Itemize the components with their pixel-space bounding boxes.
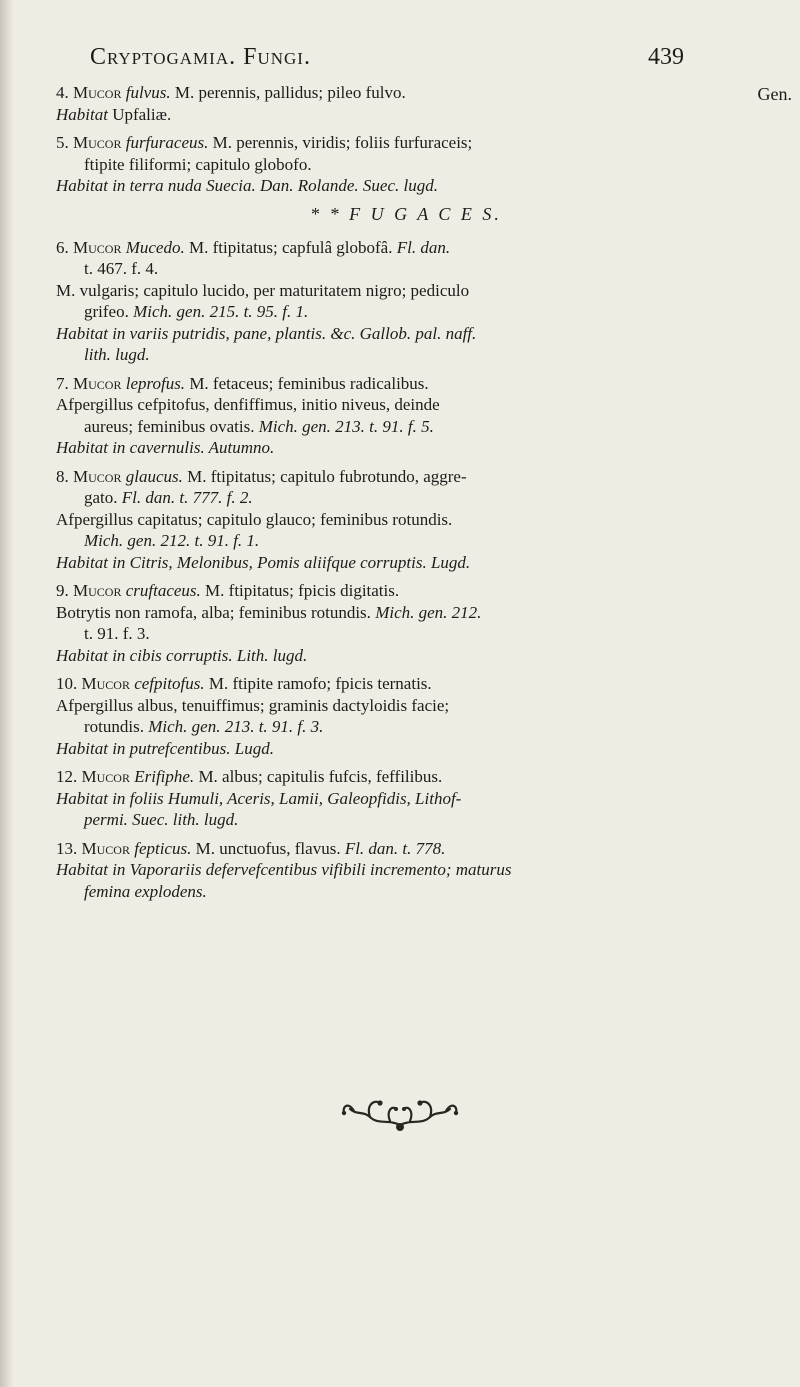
- entry-5: [56, 132, 756, 197]
- genus-name: Mucor: [73, 466, 122, 486]
- habitat-line: Habitat in terra nuda Suecia. Dan. Rolande. Suec. lugd.: [56, 176, 438, 195]
- species-name: glaucus.: [125, 466, 183, 486]
- habitat-line: Habitat in cibis corruptis. Lith. lugd.: [56, 645, 308, 665]
- habitat-line: Habitat in cavernulis. Autumno.: [56, 438, 275, 457]
- entry-number: 4.: [56, 83, 69, 102]
- margin-note: Gen.: [757, 84, 792, 104]
- habitat-line: Habitat in putrefcentibus. Lugd.: [56, 738, 275, 758]
- page-number: 439: [648, 44, 684, 70]
- reference-line: Mich. gen. 212. t. 91. f. 1.: [84, 531, 260, 550]
- reference: Mich. gen. 213. t. 91. f. 3.: [148, 717, 324, 736]
- genus-name: Mucor: [81, 674, 130, 693]
- species-name: fulvus.: [125, 83, 171, 102]
- entry-6: [56, 237, 756, 366]
- diagnosis: M. ftipite ramofo; fpicis ternatis.: [208, 674, 432, 693]
- entry-number: 5.: [56, 133, 69, 152]
- genus-name: Mucor: [81, 767, 130, 786]
- genus-name: Mucor: [73, 133, 122, 152]
- species-name: cefpitofus.: [134, 674, 205, 693]
- entry-line: [56, 766, 756, 788]
- diagnosis: M. ftipitatus; fpicis digitatis.: [205, 581, 400, 600]
- species-name: leprofus.: [125, 373, 186, 393]
- habitat-line: permi. Suec. lith. lugd.: [84, 810, 239, 829]
- diagnosis: M. albus; capitulis fufcis, feffilibus.: [198, 767, 443, 786]
- page-header: [90, 44, 690, 78]
- section-title: * * F U G A C E S.: [310, 203, 502, 224]
- genus-name: Mucor: [73, 83, 122, 102]
- synonym-text: rotundis.: [84, 717, 144, 736]
- entry-line: [56, 716, 756, 738]
- entry-line: t. 91. f. 3.: [84, 624, 150, 643]
- habitat-place: Upfaliæ.: [112, 104, 172, 124]
- entry-number: 13.: [56, 838, 78, 858]
- entry-line: [56, 416, 756, 438]
- running-title: Cryptogamia. Fungi.: [90, 44, 311, 70]
- entry-line: M. vulgaris; capitulo lucido, per maturitatem nigro; pediculo: [56, 280, 470, 300]
- entry-line: t. 467. f. 4.: [84, 259, 159, 278]
- entry-line: [56, 466, 756, 488]
- entry-line: [56, 487, 756, 509]
- habitat-line: Habitat in Citris, Melonibus, Pomis aliifque corruptis. Lugd.: [56, 552, 471, 572]
- habitat-line: Habitat in Vaporariis defervefcentibus vifibili incremento; maturus: [56, 860, 512, 879]
- entry-number: 6.: [56, 237, 69, 257]
- diagnosis: M. ftipitatus; capfulâ globofâ.: [188, 237, 393, 257]
- entry-line: [56, 132, 756, 154]
- synonym-text: aureus; feminibus ovatis.: [84, 416, 255, 436]
- reference: Fl. dan. t. 777. f. 2.: [121, 488, 253, 507]
- entry-line: [56, 301, 756, 323]
- entry-line: [56, 602, 756, 624]
- entry-10: [56, 673, 756, 759]
- species-name: Mucedo.: [125, 237, 185, 257]
- synonym-text: Botrytis non ramofa, alba; feminibus rotundis.: [56, 602, 371, 622]
- synonym-text: grifeo.: [84, 302, 129, 321]
- diagnosis-cont: gato.: [84, 488, 118, 507]
- entry-13: [56, 838, 756, 903]
- entry-line: [56, 104, 756, 126]
- entry-number: 12.: [56, 767, 78, 786]
- entry-line: [56, 580, 756, 602]
- habitat-line: Habitat in foliis Humuli, Aceris, Lamii, Galeopfidis, Lithof-: [56, 788, 462, 808]
- genus-name: Mucor: [81, 838, 130, 858]
- reference: Mich. gen. 215. t. 95. f. 1.: [133, 302, 309, 321]
- genus-name: Mucor: [73, 237, 122, 257]
- entry-12: [56, 766, 756, 831]
- entry-9: [56, 580, 756, 666]
- entry-line: Afpergillus capitatus; capitulo glauco; feminibus rotundis.: [56, 509, 453, 529]
- page-content: [56, 82, 756, 909]
- reference: Mich. gen. 213. t. 91. f. 5.: [258, 416, 434, 436]
- entry-line: [56, 673, 756, 695]
- species-name: furfuraceus.: [125, 133, 209, 152]
- genus-name: Mucor: [73, 373, 122, 393]
- reference: Mich. gen. 212.: [375, 602, 482, 622]
- genus-name: Mucor: [73, 581, 122, 600]
- entry-line: Afpergillus albus, tenuiffimus; graminis dactyloidis facie;: [56, 695, 450, 715]
- tailpiece-ornament-icon: [330, 1085, 470, 1145]
- entry-number: 10.: [56, 674, 78, 693]
- entry-4: [56, 82, 756, 125]
- entry-line: [56, 237, 756, 259]
- entry-line: [56, 838, 756, 860]
- species-name: fepticus.: [134, 838, 192, 858]
- entry-7: [56, 373, 756, 459]
- entry-8: [56, 466, 756, 574]
- diagnosis: M. unctuofus, flavus.: [195, 838, 341, 858]
- habitat-label: Habitat: [56, 104, 108, 124]
- diagnosis: M. perennis, pallidus; pileo fulvo.: [174, 83, 406, 102]
- reference: Fl. dan.: [396, 237, 451, 257]
- entry-number: 8.: [56, 466, 69, 486]
- entry-line: ftipite filiformi; capitulo globofo.: [84, 154, 312, 174]
- page-edge-shadow: [0, 0, 14, 1387]
- reference: Fl. dan. t. 778.: [344, 838, 446, 858]
- entry-line: [56, 82, 756, 104]
- diagnosis: M. perennis, viridis; foliis furfuraceis;: [212, 133, 473, 152]
- species-name: cruftaceus.: [125, 581, 201, 600]
- habitat-line: lith. lugd.: [84, 345, 150, 364]
- diagnosis: M. ftipitatus; capitulo fubrotundo, aggre-: [187, 466, 467, 486]
- habitat-line: Habitat in variis putridis, pane, plantis. &c. Gallob. pal. naff.: [56, 323, 477, 343]
- entry-line: [56, 373, 756, 395]
- species-name: Erifiphe.: [134, 767, 195, 786]
- habitat-line: femina explodens.: [84, 881, 207, 901]
- entry-number: 7.: [56, 373, 69, 393]
- entry-line: Afpergillus cefpitofus, denfiffimus, initio niveus, deinde: [56, 395, 440, 414]
- entry-number: 9.: [56, 581, 69, 600]
- diagnosis: M. fetaceus; feminibus radicalibus.: [189, 373, 429, 393]
